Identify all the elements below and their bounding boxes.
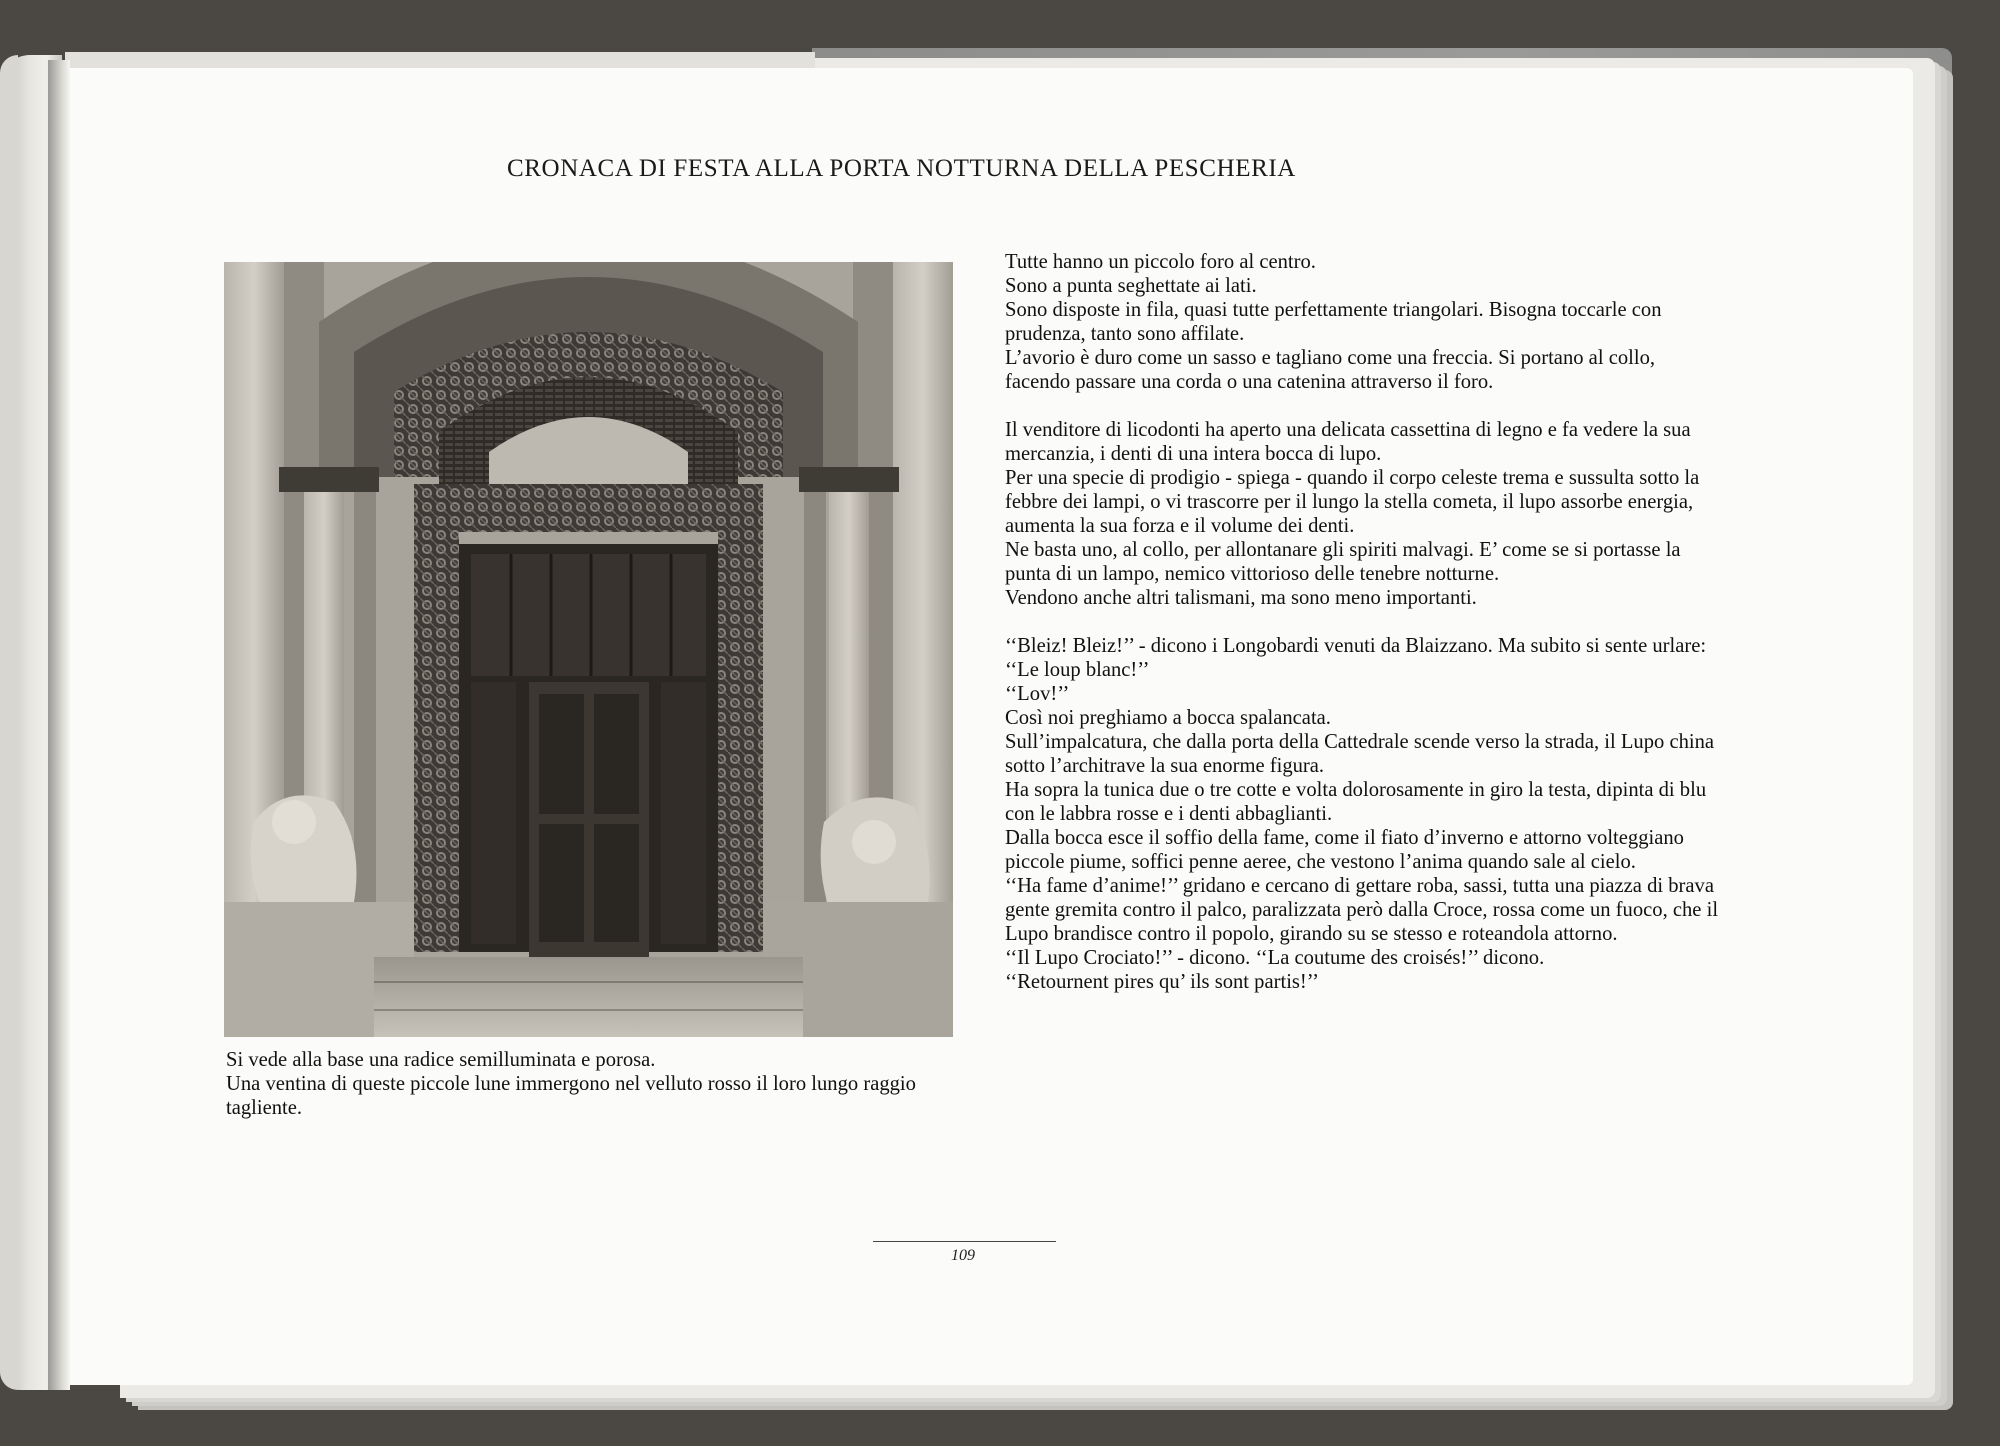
text-line: Vendono anche altri talismani, ma sono meno importanti. [1005,587,1477,609]
text-line: ‘‘Ha fame d’anime!’’ gridano e cercano di gettare roba, sassi, tutta una piazza di brava gente gremita contro il palco, paralizzata però dalla Croce, rossa come un fuoco, che il Lupo brandisce contro il popolo, girando su se stesso e roteandola attorno. [1005,875,1719,945]
text-line: Sono disposte in fila, quasi tutte perfettamente triangolari. Bisogna toccarle con prudenza, tanto sono affilate. [1005,299,1662,345]
text-line: Ha sopra la tunica due o tre cotte e volta dolorosamente in giro la testa, dipinta di blu con le labbra rosse e i denti abbaglianti. [1005,779,1707,825]
text-line: Così noi preghiamo a bocca spalancata. [1005,707,1331,729]
romanesque-portal-photo [224,262,953,1037]
text-line: ‘‘Bleiz! Bleiz!’’ - dicono i Longobardi venuti da Blaizzano. Ma subito si sente urlare: ‘‘Le loup blanc!’’ [1005,635,1707,681]
figure-caption [226,1048,926,1120]
paragraph-break [1005,610,1725,634]
left-page-curl [0,55,18,1390]
paragraph-break [1005,394,1725,418]
text-line: Dalla bocca esce il soffio della fame, come il fiato d’inverno e attorno volteggiano piccole piume, soffici penne aeree, che vestono l’anima quando sale al cielo. [1005,827,1684,873]
text-line: Ne basta uno, al collo, per allontanare gli spiriti malvagi. E’ come se si portasse la punta di un lampo, nemico vittorioso delle tenebre notturne. [1005,539,1681,585]
folio-rule [873,1241,1056,1242]
body-text [1005,250,1725,994]
portal-illustration [224,262,953,1037]
text-line: Sono a punta seghettate ai lati. [1005,275,1257,297]
text-line: ‘‘Retournent pires qu’ ils sont partis!’’ [1005,971,1319,993]
page-number: 109 [951,1247,975,1264]
text-line: Tutte hanno un piccolo foro al centro. [1005,251,1316,273]
text-line: ‘‘Il Lupo Crociato!’’ - dicono. ‘‘La coutume des croisés!’’ dicono. [1005,947,1545,969]
book-gutter [48,60,70,1390]
text-line: L’avorio è duro come un sasso e tagliano come una freccia. Si portano al collo, facendo passare una corda o una catenina attraverso il foro. [1005,347,1656,393]
text-line: Per una specie di prodigio - spiega - quando il corpo celeste trema e sussulta sotto la febbre dei lampi, o vi trascorre per il lungo la stella cometa, il lupo assorbe energia, aumenta la sua forza e il volume dei denti. [1005,467,1700,537]
running-head: CRONACA DI FESTA ALLA PORTA NOTTURNA DELLA PESCHERIA [507,155,1296,182]
text-line: ‘‘Lov!’’ [1005,683,1070,705]
caption-line: Una ventina di queste piccole lune immergono nel velluto rosso il loro lungo raggio tagliente. [226,1073,916,1119]
text-line: Sull’impalcatura, che dalla porta della Cattedrale scende verso la strada, il Lupo china sotto l’architrave la sua enorme figura. [1005,731,1715,777]
text-line: Il venditore di licodonti ha aperto una delicata cassettina di legno e fa vedere la sua mercanzia, i denti di una intera bocca di lupo. [1005,419,1691,465]
caption-line: Si vede alla base una radice semilluminata e porosa. [226,1049,656,1071]
